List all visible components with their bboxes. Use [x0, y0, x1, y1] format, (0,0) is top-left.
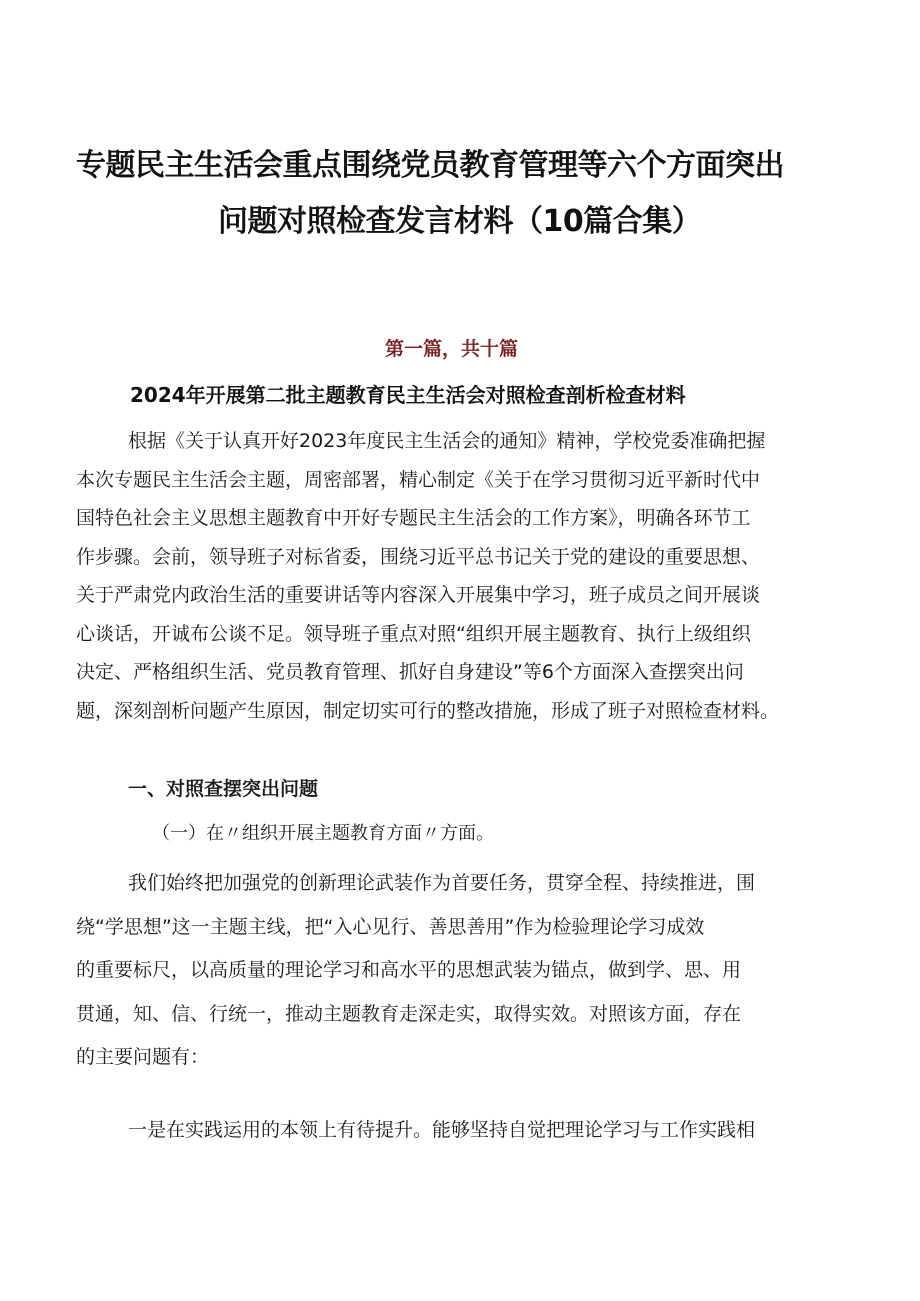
section-heading: 一、对照查摆突出问题 [128, 778, 319, 800]
document-title-line-1: 专题民主生活会重点围绕党员教育管理等六个方面突出 [76, 148, 784, 183]
paragraph-line: 绕“学思想”这一主题主线，把“入心见行、善思善用”作为检验理论学习成效 [76, 915, 705, 938]
intro-line: 决定、严格组织生活、党员教育管理、抓好自身建设”等6个方面深入查摆突出问 [76, 661, 744, 683]
body-paragraph [76, 862, 846, 1080]
section-marker: 第一篇，共十篇 [385, 338, 519, 360]
intro-line: 作步骤。会前，领导班子对标省委，围绕习近平总书记关于党的建设的重要思想、 [76, 545, 761, 568]
paragraph-line: 我们始终把加强党的创新理论武装作为首要任务，贯穿全程、持续推进，围 [128, 872, 756, 894]
intro-line: 心谈话，开诚布公谈不足。领导班子重点对照“组织开展主题教育、执行上级组织 [76, 622, 751, 645]
article-subtitle: 2024年开展第二批主题教育民主生活会对照检查剖析检查材料 [130, 383, 686, 407]
intro-line: 本次专题民主生活会主题，周密部署，精心制定《关于在学习贯彻习近平新时代中 [76, 468, 761, 491]
paragraph-start-line: 一是在实践运用的本领上有待提升。能够坚持自觉把理论学习与工作实践相 [128, 1119, 756, 1141]
intro-line: 关于严肃党内政治生活的重要讲话等内容深入开展集中学习，班子成员之间开展谈 [76, 584, 761, 606]
document-title-line-2: 问题对照检查发言材料（10篇合集） [218, 204, 702, 239]
paragraph-line: 的主要问题有： [76, 1046, 210, 1068]
intro-line: 国特色社会主义思想主题教育中开好专题民主生活会的工作方案》，明确各环节工 [76, 507, 751, 529]
paragraph-line: 贯通，知、信、行统一，推动主题教育走深走实，取得实效。对照该方面，存在 [76, 1002, 742, 1025]
paragraph-line: 的重要标尺，以高质量的理论学习和高水平的思想武装为锚点，做到学、思、用 [76, 959, 742, 981]
intro-line: 根据《关于认真开好2023年度民主生活会的通知》精神，学校党委准确把握 [128, 430, 766, 452]
intro-paragraph [76, 422, 846, 730]
intro-line: 题，深刻剖析问题产生原因，制定切实可行的整改措施，形成了班子对照检查材料。 [76, 699, 780, 722]
subsection-heading: （一）在〃组织开展主题教育方面〃方面。 [152, 823, 494, 844]
